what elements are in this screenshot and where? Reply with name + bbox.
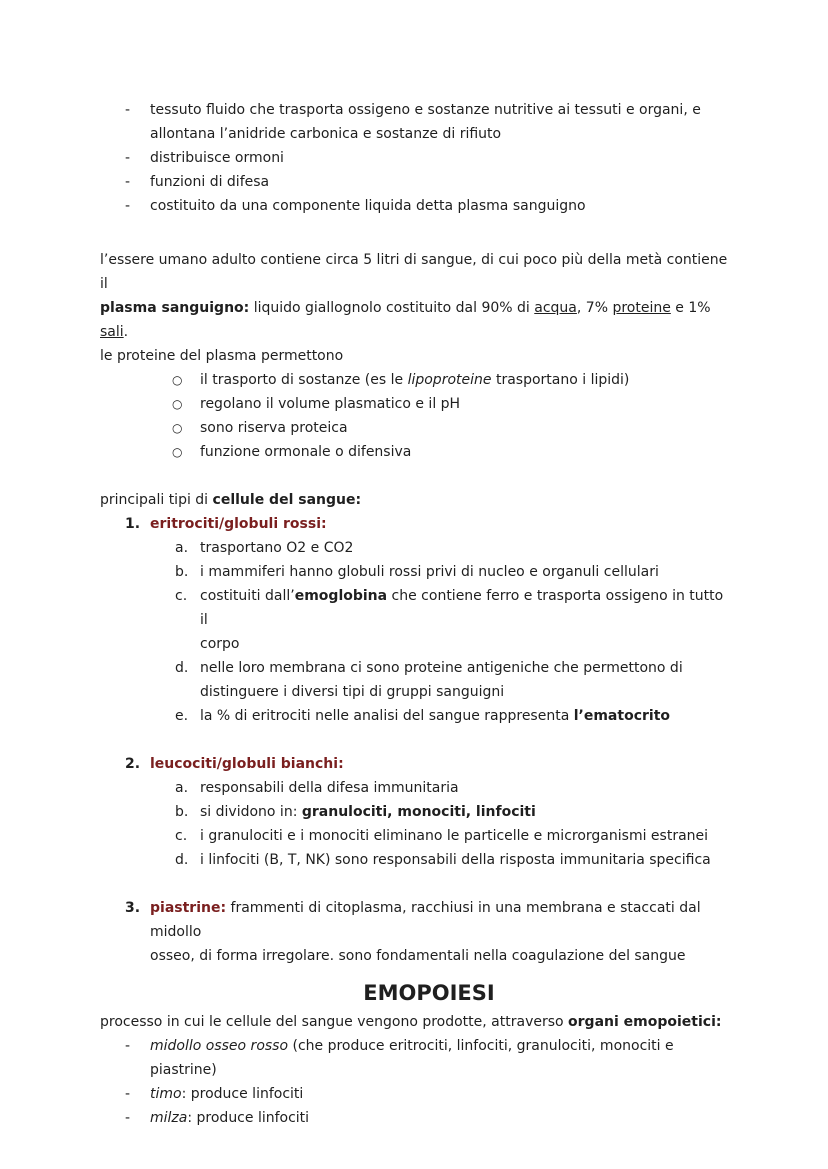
list-item (0, 704, 828, 728)
section-title: piastrine: (150, 900, 227, 916)
list-item-text: tessuto fluido che trasporta ossigeno e sostanze nutritive ai tessuti e organi, e (150, 102, 701, 118)
list-item (0, 1034, 828, 1082)
item-number: 1. (125, 516, 141, 532)
circle-bullet-icon: ○ (172, 445, 183, 459)
list-item (0, 194, 828, 218)
underlined-term: sali (100, 324, 124, 340)
list-item (0, 584, 828, 656)
underlined-term: proteine (612, 300, 671, 316)
item-number: 2. (125, 756, 141, 772)
list-item (0, 848, 828, 872)
list-item-text: che contiene ferro e trasporta ossigeno in tutto il (200, 588, 724, 628)
bold-term: plasma sanguigno: (100, 300, 250, 316)
list-item (0, 368, 828, 392)
list-item (0, 170, 828, 194)
paragraph-text: principali tipi di (100, 492, 213, 508)
dash-bullet: - (125, 1038, 131, 1054)
circle-bullet-icon: ○ (172, 397, 183, 411)
item-letter: b. (175, 804, 189, 820)
list-item-text: trasportano i lipidi) (491, 372, 630, 388)
section-title: eritrociti/globuli rossi: (150, 516, 327, 532)
dash-bullet: - (125, 102, 131, 118)
list-item-text: sono riserva proteica (200, 420, 348, 436)
item-letter: c. (175, 828, 188, 844)
intro-list (0, 98, 828, 218)
paragraph-text: . (123, 324, 129, 340)
list-item-text: funzione ormonale o difensiva (200, 444, 412, 460)
list-item-text: i mammiferi hanno globuli rossi privi di nucleo e organuli cellulari (200, 564, 659, 580)
document-page (0, 98, 828, 1130)
protein-functions-list (0, 368, 828, 464)
item-letter: d. (175, 852, 189, 868)
dash-bullet: - (125, 1110, 131, 1126)
bold-term: organi emopoietici: (568, 1014, 722, 1030)
paragraph-text: l’essere umano adulto contiene circa 5 litri di sangue, di cui poco più della metà contiene il (100, 252, 728, 292)
list-item-text: distribuisce ormoni (150, 150, 284, 166)
list-item-text: funzioni di difesa (150, 174, 270, 190)
list-item (0, 392, 828, 416)
circle-bullet-icon: ○ (172, 373, 183, 387)
paragraph-text: e 1% (670, 300, 711, 316)
bold-term: emoglobina (294, 588, 388, 604)
list-item (0, 776, 828, 800)
list-item (0, 146, 828, 170)
section-title: leucociti/globuli bianchi: (150, 756, 344, 772)
item-letter: a. (175, 540, 189, 556)
list-item-text: il trasporto di sostanze (es le (200, 372, 408, 388)
bold-term: l’ematocrito (573, 708, 671, 724)
item-number: 3. (125, 900, 141, 916)
list-item (0, 416, 828, 440)
list-item (0, 440, 828, 464)
list-item-text: regolano il volume plasmatico e il pH (200, 396, 461, 412)
list-item-text: responsabili della difesa immunitaria (200, 780, 459, 796)
list-item-text: si dividono in: (200, 804, 302, 820)
italic-term: midollo osseo rosso (150, 1038, 289, 1054)
list-item (0, 560, 828, 584)
item-letter: d. (175, 660, 189, 676)
organs-list (0, 1034, 828, 1130)
paragraph-text: processo in cui le cellule del sangue vengono prodotte, attraverso (100, 1014, 569, 1030)
paragraph-text: osseo, di forma irregolare. sono fondamentali nella coagulazione del sangue (150, 948, 686, 964)
italic-term: timo (150, 1086, 182, 1102)
italic-term: milza (150, 1110, 188, 1126)
list-item-text: : produce linfociti (181, 1086, 304, 1102)
paragraph-text: liquido giallognolo costituito dal 90% di (249, 300, 535, 316)
list-item (0, 656, 828, 704)
underlined-term: acqua (534, 300, 577, 316)
cells-intro (0, 488, 828, 512)
paragraph-text: le proteine del plasma permettono (100, 348, 344, 364)
paragraph-text: , 7% (576, 300, 613, 316)
list-item (0, 1082, 828, 1106)
circle-bullet-icon: ○ (172, 421, 183, 435)
bold-term: cellule del sangue: (212, 492, 362, 508)
section-platelets (0, 896, 828, 968)
dash-bullet: - (125, 150, 131, 166)
list-item-text: trasportano O2 e CO2 (200, 540, 354, 556)
section-leukocytes (0, 752, 828, 776)
italic-term: lipoproteine (407, 372, 492, 388)
paragraph-text: frammenti di citoplasma, racchiusi in una membrana e staccati dal midollo (150, 900, 701, 940)
item-letter: a. (175, 780, 189, 796)
item-letter: b. (175, 564, 189, 580)
plasma-paragraph (0, 248, 828, 368)
list-item-text: i linfociti (B, T, NK) sono responsabili della risposta immunitaria specifica (200, 852, 711, 868)
list-item-text: costituiti dall’ (200, 588, 295, 604)
list-item-text: la % di eritrociti nelle analisi del sangue rappresenta (200, 708, 574, 724)
bold-term: granulociti, monociti, linfociti (301, 804, 536, 820)
list-item (0, 824, 828, 848)
section-erythrocytes (0, 512, 828, 536)
list-item-text: allontana l’anidride carbonica e sostanze di rifiuto (150, 126, 502, 142)
list-item-text: i granulociti e i monociti eliminano le particelle e microrganismi estranei (200, 828, 709, 844)
item-letter: e. (175, 708, 189, 724)
item-letter: c. (175, 588, 188, 604)
dash-bullet: - (125, 174, 131, 190)
list-item (0, 536, 828, 560)
list-item-text: costituito da una componente liquida detta plasma sanguigno (150, 198, 586, 214)
list-item-text: : produce linfociti (187, 1110, 310, 1126)
list-item (0, 98, 828, 146)
dash-bullet: - (125, 198, 131, 214)
dash-bullet: - (125, 1086, 131, 1102)
leukocytes-list (0, 776, 828, 872)
erythrocytes-list (0, 536, 828, 728)
list-item-text: corpo (200, 636, 240, 652)
section-heading: EMOPOIESI (363, 981, 495, 1005)
emopoiesi-intro (0, 1010, 828, 1034)
list-item-text: (che produce eritrociti, linfociti, granulociti, monociti e piastrine) (150, 1038, 674, 1078)
list-item-text: distinguere i diversi tipi di gruppi sanguigni (200, 684, 505, 700)
list-item-text: nelle loro membrana ci sono proteine antigeniche che permettono di (200, 660, 683, 676)
list-item (0, 1106, 828, 1130)
list-item (0, 800, 828, 824)
